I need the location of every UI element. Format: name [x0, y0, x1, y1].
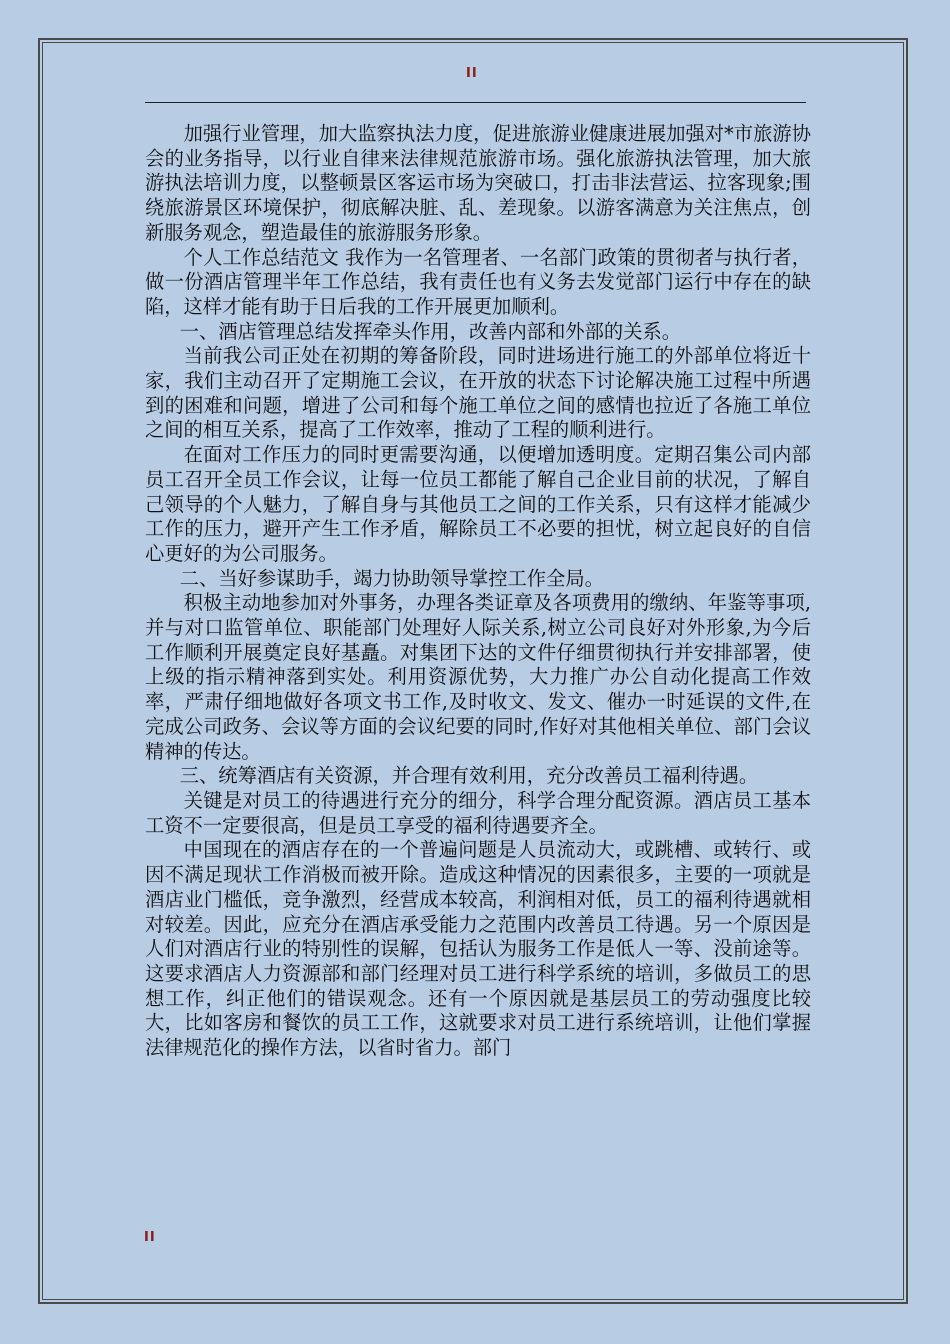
paragraph: 个人工作总结范文 我作为一名管理者、一名部门政策的贯彻者与执行者，做一份酒店管理半年工作总结，我有责任也有义务去发觉部门运行中存在的缺陷，这样才能有助于日后我的工作开展更加顺利。 — [145, 245, 811, 318]
section-heading: 二、当好参谋助手，竭力协助领导掌控工作全局。 — [179, 566, 604, 590]
paragraph: 关键是对员工的待遇进行充分的细分，科学合理分配资源。酒店员工基本工资不一定要很高，但是员工享受的福利待遇要齐全。 — [145, 788, 811, 837]
paragraph: 中国现在的酒店存在的一个普遍问题是人员流动大，或跳槽、或转行、或因不满足现状工作消极而被开除。造成这种情况的因素很多，主要的一项就是酒店业门槛低，竞争激烈，经营成本较高，利润相对低，员工的福利待遇就相对较差。因此，应充分在酒店承受能力之范围内改善员工待遇。另一个原因是人们对酒店行业的特别性的误解，包括认为服务工作是低人一等、没前途等。这要求酒店人力资源部和部门经理对员工进行科学系统的培训，多做员工的思想工作，纠正他们的错误观念。还有一个原因就是基层员工的劳动强度比较大，比如客房和餐饮的员工工作，这就要求对员工进行系统培训，让他们掌握法律规范化的操作方法，以省时省力。部门 — [145, 838, 811, 1060]
footer-mark: II — [144, 1230, 156, 1245]
header-mark: II — [466, 66, 478, 81]
header-rule — [145, 102, 806, 103]
paragraph: 当前我公司正处在初期的筹备阶段，同时进场进行施工的外部单位将近十家，我们主动召开了定期施工会议，在开放的状态下讨论解决施工过程中所遇到的困难和问题，增进了公司和每个施工单位之间的感情也拉近了各施工单位之间的相互关系，提高了工作效率，推动了工程的顺利进行。 — [145, 344, 811, 442]
section-heading: 一、酒店管理总结发挥牵头作用，改善内部和外部的关系。 — [179, 319, 682, 343]
paragraph: 在面对工作压力的同时更需要沟通，以便增加透明度。定期召集公司内部员工召开全员工作会议，让每一位员工都能了解自己企业目前的状况，了解自己领导的个人魅力，了解自身与其他员工之间的工作关系，只有这样才能减少工作的压力，避开产生工作矛盾，解除员工不必要的担忧，树立起良好的自信心更好的为公司服务。 — [145, 443, 811, 565]
paragraph: 加强行业管理，加大监察执法力度，促进旅游业健康进展加强对*市旅游协会的业务指导，以行业自律来法律规范旅游市场。强化旅游执法管理，加大旅游执法培训力度，以整顿景区客运市场为突破口，打击非法营运、拉客现象;围绕旅游景区环境保护，彻底解决脏、乱、差现象。以游客满意为关注焦点，创新服务观念，塑造最佳的旅游服务形象。 — [145, 122, 811, 244]
paragraph: 积极主动地参加对外事务，办理各类证章及各项费用的缴纳、年鉴等事项,并与对口监管单位、职能部门处理好人际关系,树立公司良好对外形象,为今后工作顺利开展奠定良好基矗。对集团下达的文件仔细贯彻执行并安排部署，使上级的指示精神落到实处。利用资源优势，大力推广办公自动化提高工作效率，严肃仔细地做好各项文书工作,及时收文、发文、催办一时延误的文件,在完成公司政务、会议等方面的会议纪要的同时,作好对其他相关单位、部门会议精神的传达。 — [145, 591, 811, 763]
document-body — [145, 122, 811, 1061]
section-heading: 三、统筹酒店有关资源，并合理有效利用，充分改善员工福利待遇。 — [179, 764, 759, 788]
